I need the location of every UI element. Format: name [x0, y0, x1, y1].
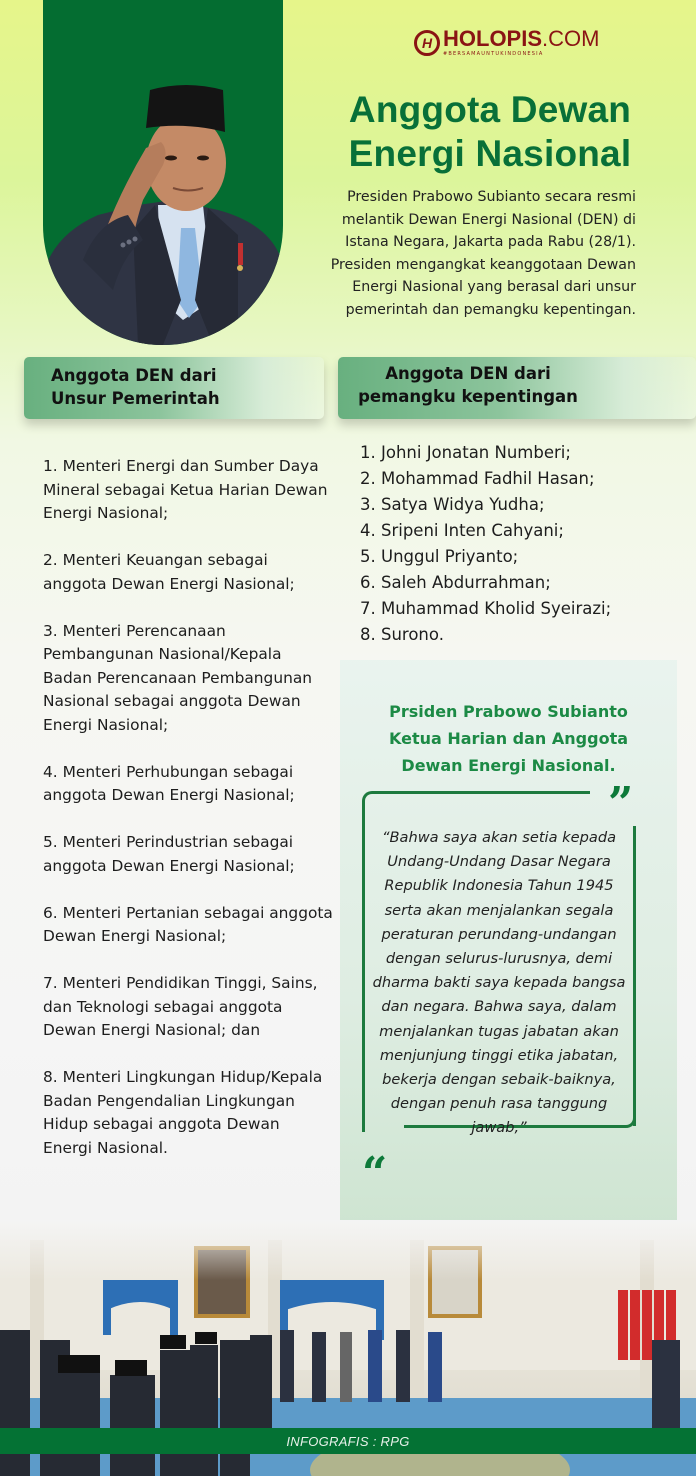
list-item: 7. Muhammad Kholid Syeirazi;	[360, 599, 612, 618]
oath-quote-text: “Bahwa saya akan setia kepada Undang-Undang Dasar Negara Republik Indonesia Tahun 1945 serta akan menjalankan segala peraturan perundang-undangan dengan selurus-lurusnya, demi dharma bakti saya kepada bangsa dan negara. Bahwa saya, dalam menjalankan tugas jabatan akan menjunjung tinggi etika jabatan, bekerja dengan sebaik-baiknya, dengan penuh rasa tanggung jawab,”	[372, 829, 626, 1137]
credit-bar	[0, 1428, 696, 1454]
quote-frame-left	[362, 810, 365, 1132]
page-title: Anggota Dewan Energi Nasional	[348, 89, 632, 174]
holopis-logo-icon: H	[414, 30, 440, 56]
government-section-heading: Anggota DEN dari Unsur Pemerintah	[24, 357, 324, 419]
list-item: 3. Menteri Perencanaan Pembangunan Nasional/Kepala Badan Perencanaan Pembangunan Nasional sebagai anggota Dewan Energi Nasional;	[43, 621, 313, 734]
logo-wordmark: HOLOPIS.COM	[443, 26, 600, 51]
infographic-credit: INFOGRAFIS : RPG	[286, 1433, 410, 1449]
list-item: 4. Sripeni Inten Cahyani;	[360, 521, 564, 540]
list-item: 6. Saleh Abdurrahman;	[360, 573, 551, 592]
holopis-logo[interactable]	[414, 28, 599, 57]
list-item: 3. Satya Widya Yudha;	[360, 495, 545, 514]
quote-frame-top	[362, 791, 590, 811]
list-item: 7. Menteri Pendidikan Tinggi, Sains, dan Teknologi sebagai anggota Dewan Energi Nasional; dan	[43, 974, 318, 1039]
open-quote-icon: “	[362, 1148, 388, 1199]
list-item: 2. Menteri Keuangan sebagai anggota Dewan Energi Nasional;	[43, 551, 295, 593]
quote-panel	[340, 660, 677, 1220]
list-item: 5. Unggul Priyanto;	[360, 547, 519, 566]
list-item: 6. Menteri Pertanian sebagai anggota Dewan Energi Nasional;	[43, 903, 333, 945]
stakeholder-members-list	[360, 440, 660, 648]
close-quote-icon: ”	[608, 778, 634, 829]
president-portrait-image	[43, 0, 283, 345]
stakeholder-section-heading: Anggota DEN dari pemangku kepentingan	[338, 357, 696, 419]
quote-frame-right	[633, 826, 636, 1126]
list-item: 4. Menteri Perhubungan sebagai anggota Dewan Energi Nasional;	[43, 762, 295, 804]
list-item: 5. Menteri Perindustrian sebagai anggota Dewan Energi Nasional;	[43, 833, 295, 875]
logo-tagline: #BERSAMAUNTUKINDONESIA	[443, 51, 544, 57]
list-item: 1. Menteri Energi dan Sumber Daya Mineral sebagai Ketua Harian Dewan Energi Nasional;	[43, 457, 328, 522]
quote-title: Prsiden Prabowo Subianto Ketua Harian dan Anggota Dewan Energi Nasional.	[388, 702, 629, 775]
photo-top-fade	[0, 1220, 696, 1280]
list-item: 8. Menteri Lingkungan Hidup/Kepala Badan Pengendalian Lingkungan Hidup sebagai anggota Dewan Energi Nasional.	[43, 1068, 323, 1157]
portrait-panel	[43, 0, 283, 345]
list-item: 2. Mohammad Fadhil Hasan;	[360, 469, 595, 488]
government-members-list	[43, 455, 333, 1184]
list-item: 1. Johni Jonatan Numberi;	[360, 443, 571, 462]
intro-paragraph: Presiden Prabowo Subianto secara resmi melantik Dewan Energi Nasional (DEN) di Istana Negara, Jakarta pada Rabu (28/1). Presiden mengangkat keanggotaan Dewan Energi Nasional yang berasal dari unsur pemerintah dan pemangku kepentingan.	[330, 189, 636, 318]
list-item: 8. Surono.	[360, 625, 444, 644]
